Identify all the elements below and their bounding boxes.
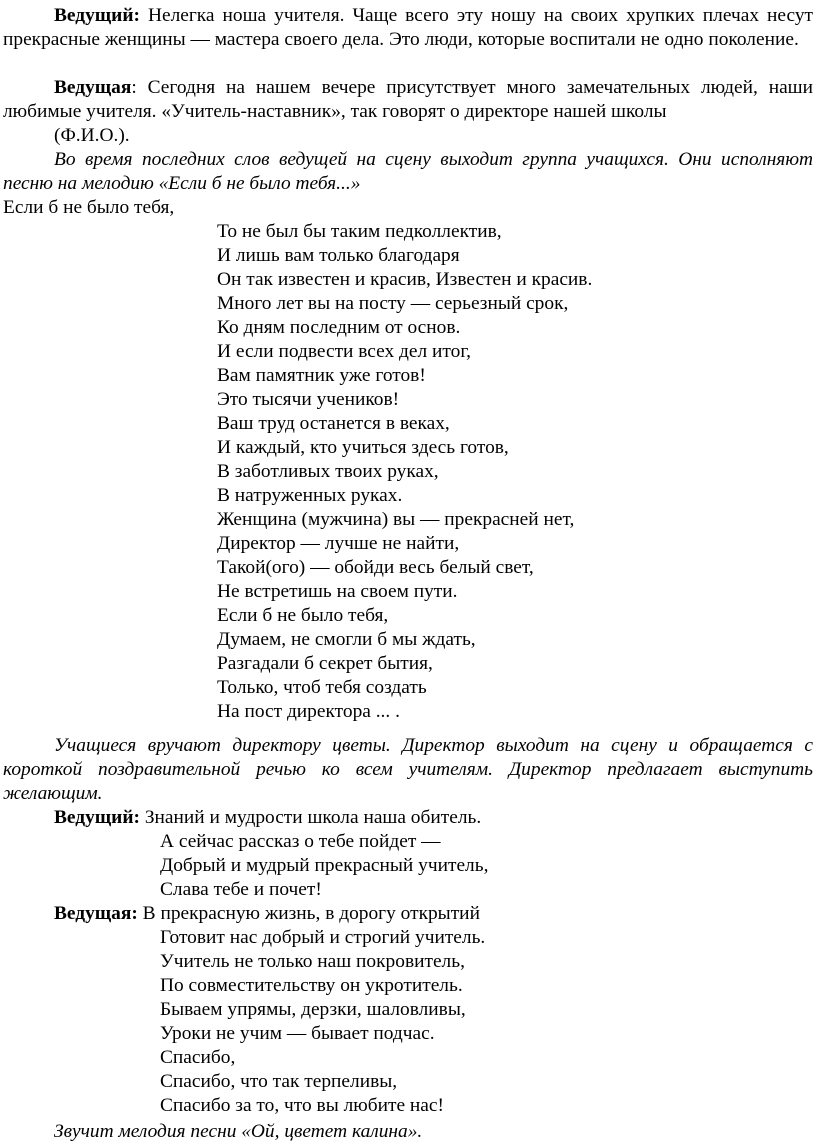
speaker-label: Ведущая <box>54 77 132 98</box>
verse-line: Готовит нас добрый и строгий учитель. <box>160 927 486 948</box>
verse-line: Спасибо за то, что вы любите нас! <box>160 1095 444 1116</box>
song-line: Ваш труд останется в веках, <box>217 413 450 434</box>
song-line: Не встретишь на своем пути. <box>217 581 458 602</box>
song-line: Он так известен и красив, Известен и красив. <box>217 269 593 290</box>
song-line: И если подвести всех дел итог, <box>217 341 471 362</box>
verse-line: Спасибо, что так терпеливы, <box>160 1071 398 1092</box>
verse-first-line <box>54 806 481 830</box>
fio-placeholder: (Ф.И.О.). <box>54 125 130 146</box>
verse-line: По совместительству он укротитель. <box>160 975 463 996</box>
song-line: Только, чтоб тебя создать <box>217 677 427 698</box>
verse-line: А сейчас рассказ о тебе пойдет — <box>160 831 441 852</box>
song-first-line: Если б не было тебя, <box>3 197 175 218</box>
verse-line: Уроки не учим — бывает подчас. <box>160 1023 435 1044</box>
song-line: В натруженных руках. <box>217 485 403 506</box>
stage-direction-3: Звучит мелодия песни «Ой, цветет калина». <box>54 1121 423 1142</box>
song-line: То не был бы таким педколлектив, <box>217 221 502 242</box>
verse-line: Учитель не только наш покровитель, <box>160 951 465 972</box>
verse-text: В прекрасную жизнь, в дорогу открытий <box>137 903 480 924</box>
song-line: Вам памятник уже готов! <box>217 365 426 386</box>
song-line: В заботливых твоих руках, <box>217 461 439 482</box>
intro-paragraph-1 <box>3 4 813 52</box>
stage-direction-2: Учащиеся вручают директору цветы. Директор выходит на сцену и обращается с короткой поздравительной речью ко всем учителям. Директор предлагает выступить желающим. <box>3 735 813 804</box>
verse-line: Бываем упрямы, дерзки, шаловливы, <box>160 999 466 1020</box>
speaker-label: Ведущая: <box>54 903 138 924</box>
song-line: И лишь вам только благодаря <box>217 245 460 266</box>
verse-line: Спасибо, <box>160 1047 236 1068</box>
song-line: Думаем, не смогли б мы ждать, <box>217 629 476 650</box>
song-line: Женщина (мужчина) вы — прекрасней нет, <box>217 509 575 530</box>
paragraph-text: : Сегодня на нашем вечере присутствует много замечательных людей, наши любимые учителя. «Учитель-наставник», так говорят о директоре нашей школы <box>3 77 813 122</box>
intro-paragraph-2 <box>3 76 813 124</box>
song-line: Ко дням последним от основ. <box>217 317 461 338</box>
verse-first-line <box>54 902 480 926</box>
song-line: И каждый, кто учиться здесь готов, <box>217 437 509 458</box>
verse-line: Добрый и мудрый прекрасный учитель, <box>160 855 489 876</box>
song-line: Если б не было тебя, <box>217 605 389 626</box>
stage-direction-1: Во время последних слов ведущей на сцену выходит группа учащихся. Они исполняют песню на мелодию «Если б не было тебя...» <box>3 149 813 194</box>
song-line: Много лет вы на посту — серьезный срок, <box>217 293 569 314</box>
song-line: Это тысячи учеников! <box>217 389 400 410</box>
speaker-label: Ведущий: <box>54 807 140 828</box>
song-line: Разгадали б секрет бытия, <box>217 653 433 674</box>
song-line: Директор — лучше не найти, <box>217 533 460 554</box>
song-line: Такой(ого) — обойди весь белый свет, <box>217 557 534 578</box>
speaker-label: Ведущий: <box>54 5 140 26</box>
verse-text: Знаний и мудрости школа наша обитель. <box>139 807 482 828</box>
verse-line: Слава тебе и почет! <box>160 879 322 900</box>
song-line: На пост директора ... . <box>217 701 400 722</box>
paragraph-text: Нелегка ноша учителя. Чаще всего эту ношу на своих хрупких плечах несут прекрасные женщины — мастера своего дела. Это люди, которые воспитали не одно поколение. <box>3 5 813 50</box>
